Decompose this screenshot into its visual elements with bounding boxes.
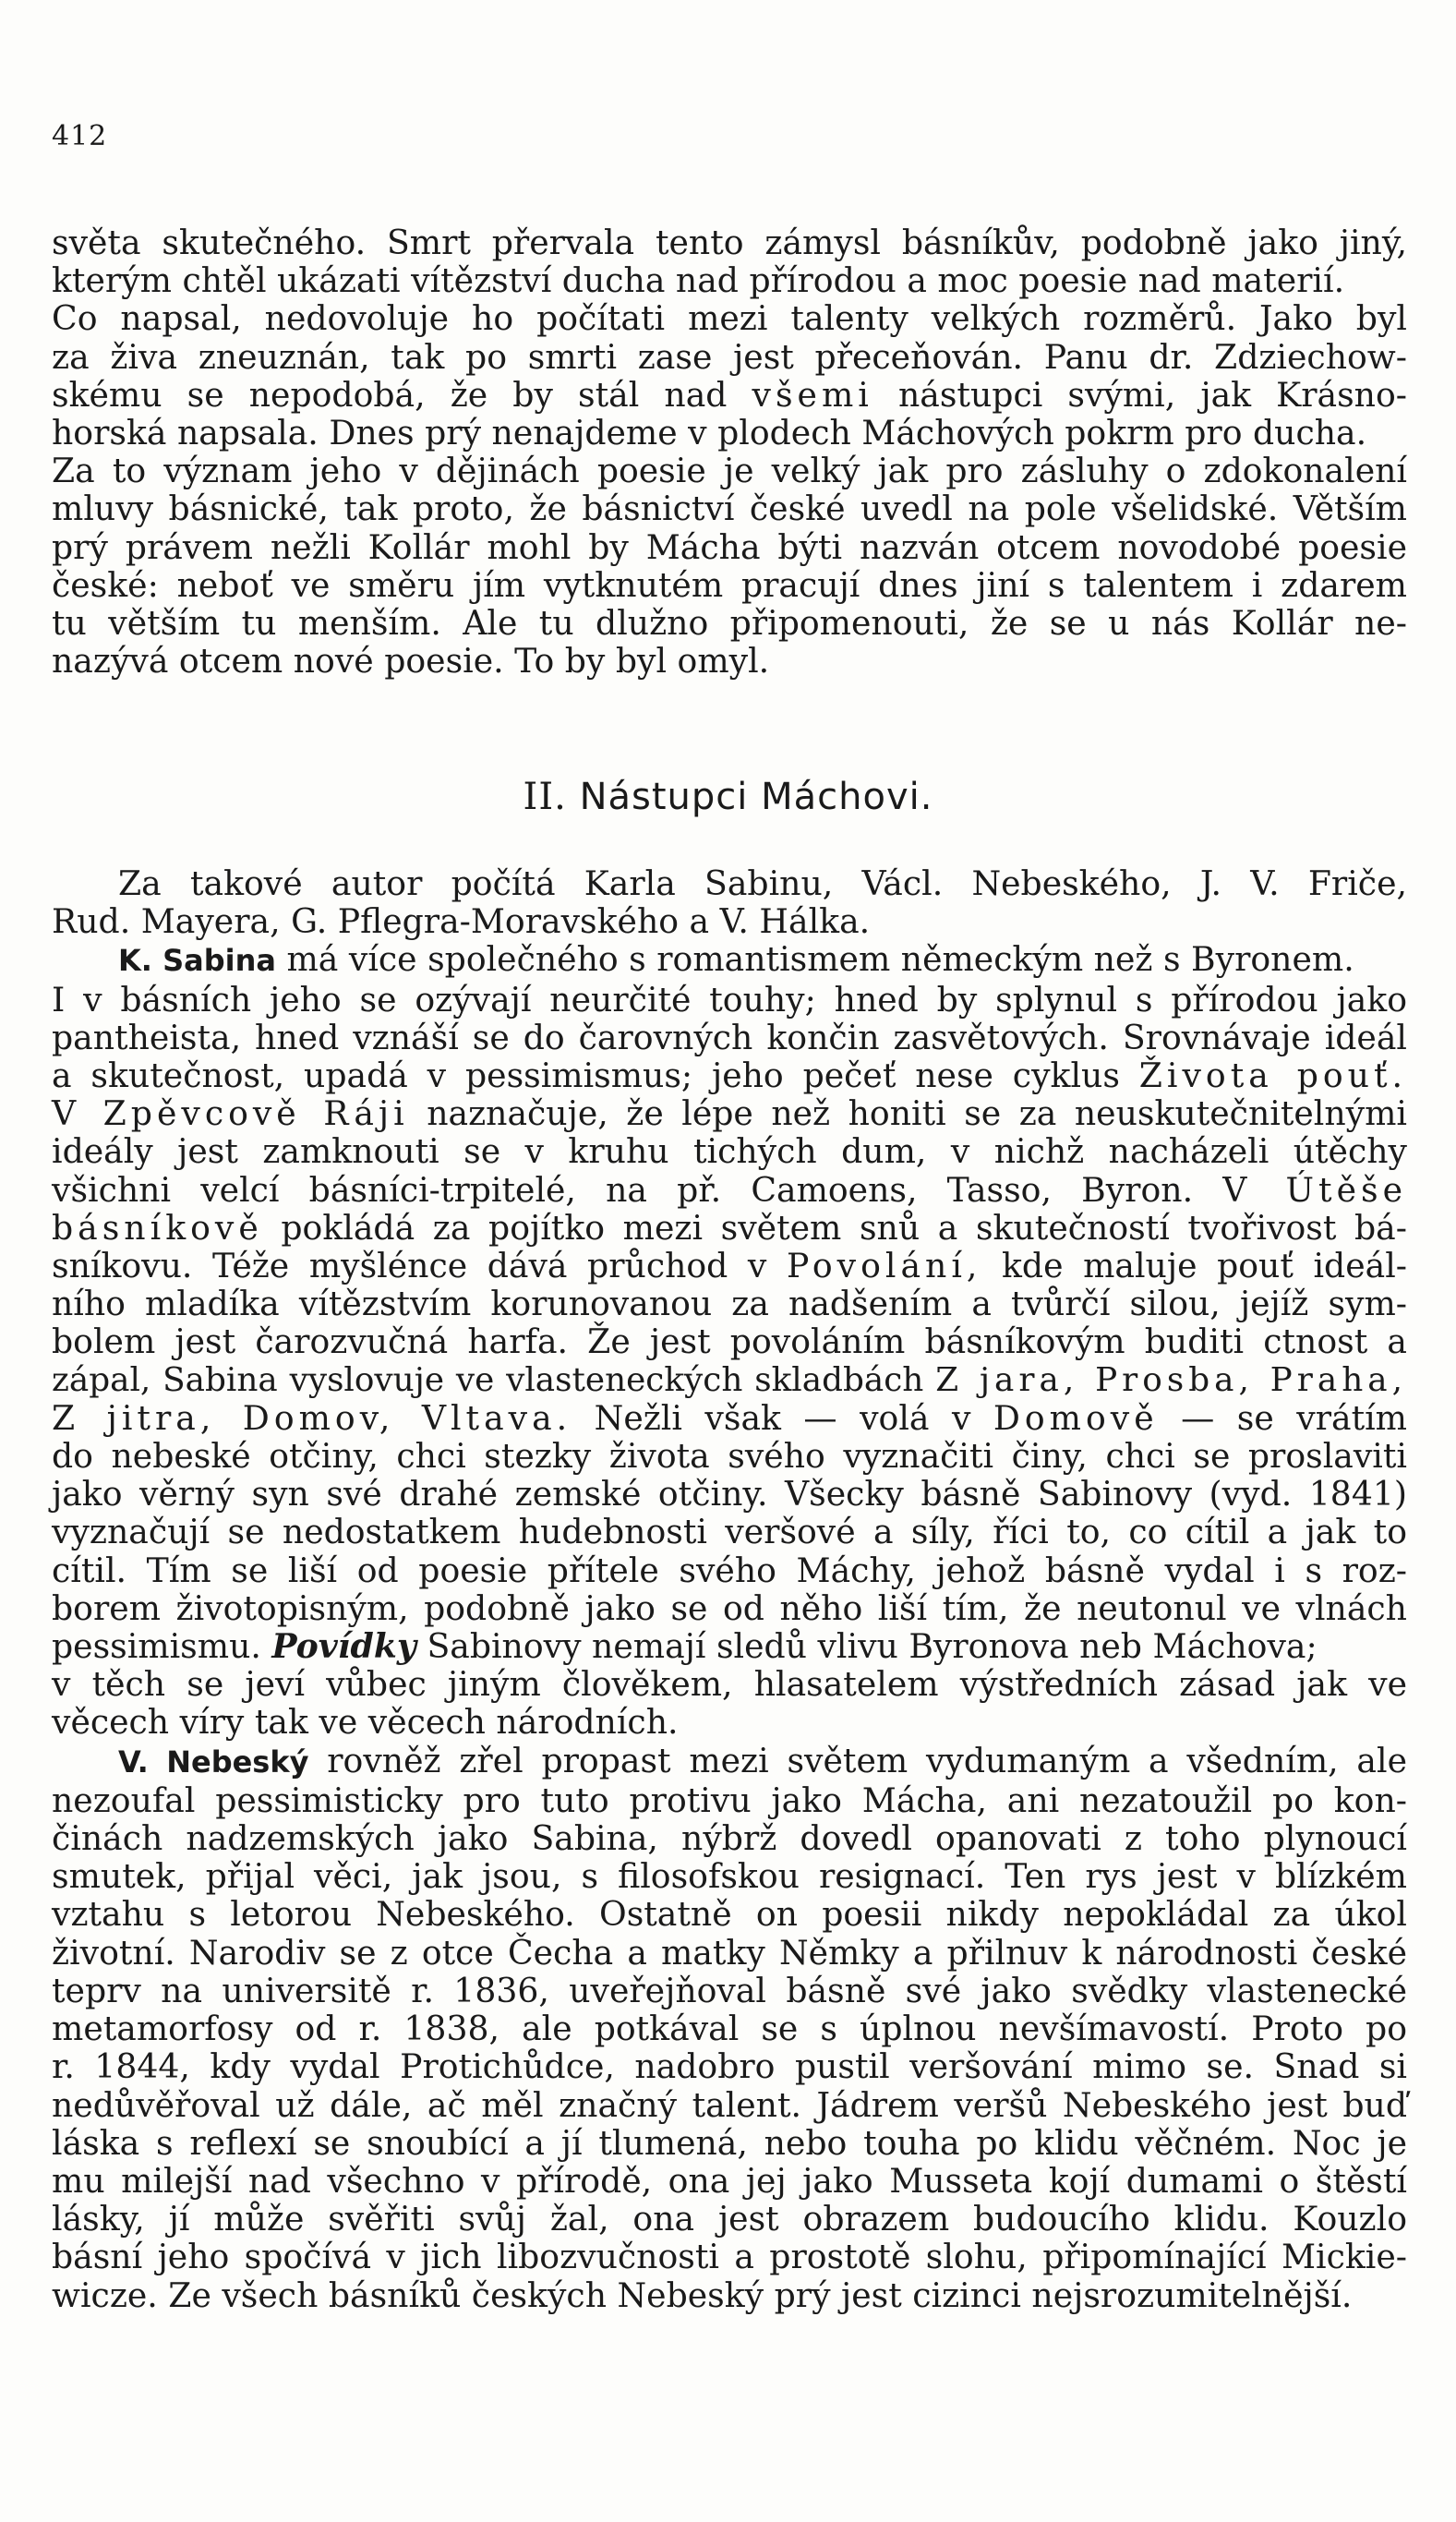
text-line: V Zpěvcově Ráji naznačuje, že lépe než honiti se za neuskutečnitelnými (52, 1093, 1407, 1134)
text-line: Z jitra, Domov, Vltava. Nežli však — volá v Domově — se vrátím (52, 1397, 1407, 1438)
text-line: básní jeho spočívá v jich libozvučnosti a prostotě slohu, připomínající Mickie- (52, 2237, 1407, 2277)
author-name-bold: K. Sabina (118, 943, 276, 979)
text-line: všichni velcí básníci-trpitelé, na př. Camoens, Tasso, Byron. V Útěše (52, 1169, 1407, 1210)
spaced-title: básníkově (52, 1207, 263, 1248)
text-line: lásky, jí může svěřiti svůj žal, ona jest obrazem budoucího klidu. Kouzlo (52, 2199, 1407, 2239)
text-line: r. 1844, kdy vydal Protichůdce, nadobro pustil veršování mimo se. Snad si (52, 2046, 1407, 2087)
text-line: láska s reflexí se snoubící a jí tlumená, nebo touha po klidu věčném. Noc je (52, 2122, 1407, 2163)
text-line: metamorfosy od r. 1838, ale potkával se s úplnou nevšímavostí. Proto po (52, 2009, 1407, 2049)
text-line: ideály jest zamknouti se v kruhu tichých dum, v nichž nacházeli útěchy (52, 1131, 1407, 1172)
text-line: bolem jest čarozvučná harfa. Že jest povoláním básníkovým buditi ctnost a (52, 1321, 1407, 1362)
text-line: věcech víry tak ve věcech národních. (52, 1702, 679, 1743)
text-line: pessimismu. Povídky Sabinovy nemají sledů vlivu Byronova neb Máchova; (52, 1626, 1318, 1667)
text-line: borem životopisným, podobně jako se od něho liší tím, že neutonul ve vlnách (52, 1587, 1407, 1628)
section-numeral: II. (523, 776, 567, 818)
text-line: tu větším tu menším. Ale tu dlužno připomenouti, že se u nás Kollár ne- (52, 603, 1407, 644)
text-line: prý právem nežli Kollár mohl by Mácha býti nazván otcem novodobé poesie (52, 526, 1407, 567)
text-line: Za takové autor počítá Karla Sabinu, Václ. Nebeského, J. V. Friče, (118, 863, 1407, 903)
text-line: nezoufal pessimisticky pro tuto protivu jako Mácha, ani nezatoužil po kon- (52, 1780, 1407, 1820)
text-line: životní. Narodiv se z otce Čecha a matky Němky a přilnuv k národnosti české (52, 1932, 1407, 1973)
text-line: sníkovu. Téže myšlénce dává průchod v Povolání, kde maluje pouť ideál- (52, 1246, 1407, 1286)
text-line: K. Sabina má více společného s romantismem německým než s Byronem. (118, 939, 1354, 980)
spaced-title: Povolání, (786, 1246, 982, 1286)
text-line: kterým chtěl ukázati vítězství ducha nad přírodou a moc poesie nad materií. (52, 260, 1345, 301)
text-line: pantheista, hned vznáší se do čarovných končin zasvětových. Srovnávaje ideál (52, 1017, 1407, 1057)
text-line: smutek, přijal věci, jak jsou, s filosofskou resignací. Ten rys jest v blízkém (52, 1856, 1407, 1897)
text-line: mluvy básnické, tak proto, že básnictví české uvedl na pole všelidské. Větším (52, 489, 1407, 529)
text-line: V. Nebeský rovněž zřel propast mezi světem vydumaným a všedním, ale (118, 1740, 1407, 1780)
page-number: 412 (52, 120, 108, 152)
text-line: světa skutečného. Smrt přervala tento zámysl básníkův, podobně jako jiný, (52, 223, 1407, 262)
text-line: Co napsal, nedovoluje ho počítati mezi talenty velkých rozměrů. Jako byl (52, 298, 1407, 339)
spaced-title: všemi (752, 374, 873, 415)
section-heading (0, 776, 1456, 818)
text-line: skému se nepodobá, že by stál nad všemi nástupci svými, jak Krásno- (52, 374, 1407, 415)
text-line: za živa zneuznán, tak po smrti zase jest přeceňován. Panu dr. Zdziechow- (52, 336, 1407, 377)
text-line: nazývá otcem nové poesie. To by byl omyl. (52, 641, 770, 682)
text-line: cítil. Tím se liší od poesie přítele svého Máchy, jehož básně vydal i s roz- (52, 1550, 1407, 1590)
author-name-bold: V. Nebeský (118, 1744, 309, 1780)
text-line: ního mladíka vítězstvím korunovanou za nadšením a tvůrčí silou, jejíž sym- (52, 1284, 1407, 1324)
section-title: Nástupci Máchovi. (579, 776, 933, 818)
spaced-title: Domově (993, 1397, 1159, 1438)
text-line: teprv na universitě r. 1836, uveřejňoval básně své jako svědky vlastenecké (52, 1970, 1407, 2010)
body-text-section (52, 864, 1407, 2314)
text-line: do nebeské otčiny, chci stezky života svého vyznačiti činy, chci se proslaviti (52, 1436, 1407, 1477)
text-line: Za to význam jeho v dějinách poesie je velký jak pro zásluhy o zdokonalení (52, 451, 1407, 491)
text-line: nedůvěřoval už dále, ač měl značný talent. Jádrem veršů Nebeského jest buď (52, 2084, 1407, 2125)
text-line: vztahu s letorou Nebeského. Ostatně on poesii nikdy nepokládal za úkol (52, 1894, 1407, 1935)
text-line: I v básních jeho se ozývají neurčité touhy; hned by splynul s přírodou jako (52, 979, 1407, 1020)
text-line: Rud. Mayera, G. Pflegra-Moravského a V. Hálka. (52, 901, 871, 942)
spaced-title: Z jitra, Domov, Vltava. (52, 1397, 572, 1438)
text-line: vyznačují se nedostatkem hudebnosti veršové a síly, říci to, co cítil a jak to (52, 1512, 1407, 1552)
text-line: jako věrný syn své drahé zemské otčiny. Všecky básně Sabinovy (vyd. 1841) (52, 1474, 1407, 1514)
text-line: a skutečnost, upadá v pessimismus; jeho pečeť nese cyklus Života pouť. (52, 1056, 1407, 1096)
spaced-title: V Zpěvcově Ráji (52, 1093, 409, 1134)
text-line: činách nadzemských jako Sabina, nýbrž dovedl opanovati z toho plynoucí (52, 1818, 1407, 1859)
text-line: v těch se jeví vůbec jiným člověkem, hlasatelem výstředních zásad jak ve (52, 1664, 1407, 1705)
spaced-title: Života pouť. (1138, 1056, 1407, 1096)
text-line: básníkově pokládá za pojítko mezi světem snů a skutečností tvořivost bá- (52, 1207, 1407, 1248)
text-line: české: neboť ve směru jím vytknutém pracují dnes jiní s talentem i zdarem (52, 564, 1407, 605)
text-line: zápal, Sabina vyslovuje ve vlasteneckých skladbách Z jara, Prosba, Praha, (52, 1360, 1407, 1399)
italic-title: Povídky (271, 1626, 416, 1667)
text-line: wicze. Ze všech básníků českých Nebeský prý jest cizinci nejsrozumitelnější. (52, 2275, 1353, 2315)
text-line: horská napsala. Dnes prý nenajdeme v plodech Máchových pokrm pro ducha. (52, 413, 1367, 453)
spaced-title: Z jara, Prosba, Praha, (935, 1360, 1407, 1399)
text-line: mu milejší nad všechno v přírodě, ona jej jako Musseta kojí dumami o štěstí (52, 2160, 1407, 2201)
spaced-title: V Útěše (1222, 1169, 1407, 1210)
body-text-top (52, 223, 1407, 680)
